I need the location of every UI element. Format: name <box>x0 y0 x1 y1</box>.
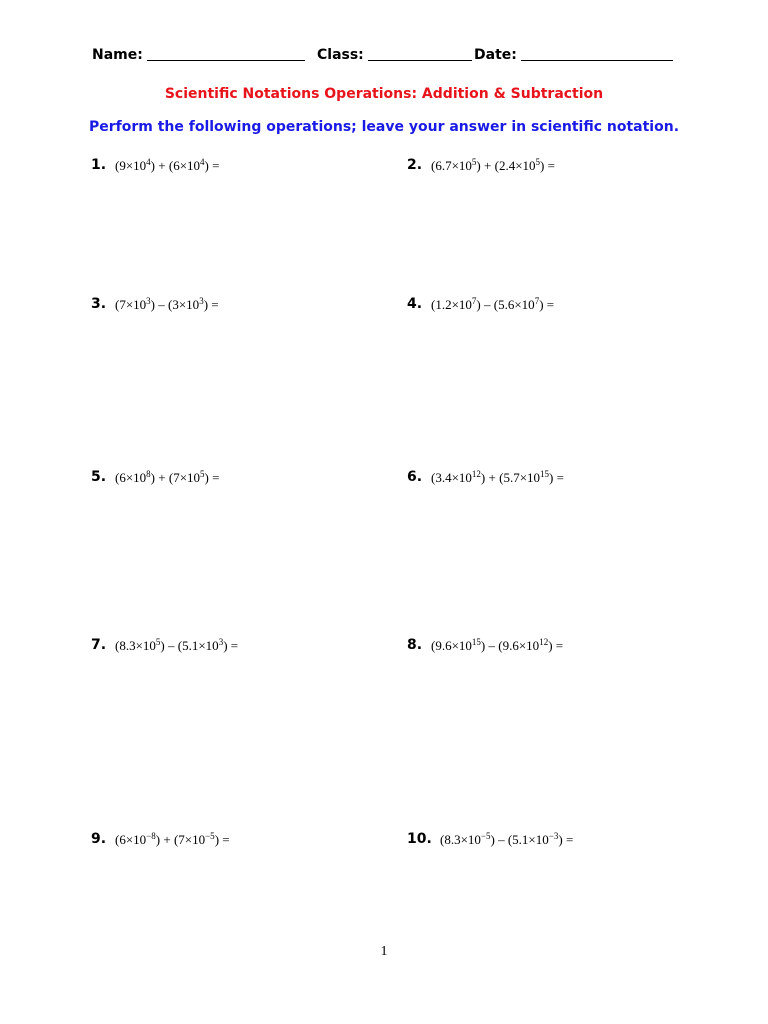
exponent: 3 <box>199 296 204 306</box>
equals-sign: = <box>208 470 220 485</box>
problem-expression <box>115 832 230 848</box>
operator: + <box>480 158 495 173</box>
problem-expression <box>431 297 554 313</box>
class-field[interactable] <box>317 46 472 63</box>
class-blank-line[interactable] <box>368 46 472 61</box>
problem-expression <box>440 832 573 848</box>
exponent: 5 <box>155 637 161 647</box>
exponent: −3 <box>548 831 559 841</box>
term: $(9.6\times 10^{15})$ <box>431 637 486 653</box>
equals-sign: = <box>553 470 564 485</box>
exponent: 5 <box>200 469 205 479</box>
exponent: 5 <box>535 157 541 167</box>
problem-expression <box>115 158 219 174</box>
name-label: Name: <box>92 47 143 63</box>
name-field[interactable] <box>92 46 305 63</box>
exponent: 5 <box>471 157 477 167</box>
instructions: Perform the following operations; leave your answer in scientific notation. <box>88 119 680 135</box>
class-label: Class: <box>317 47 364 63</box>
problem-number: 1. <box>91 157 107 173</box>
operator: – <box>480 297 494 312</box>
term: $(1.2\times 10^7)$ <box>431 296 481 312</box>
exponent: 7 <box>534 296 540 306</box>
term: $(8.3\times 10^{-5})$ <box>440 831 495 847</box>
term: $(5.1\times 10^3)$ <box>177 637 228 653</box>
exponent: 8 <box>146 469 151 479</box>
term: $(7\times 10^3)$ <box>115 296 156 312</box>
problem-number: 4. <box>407 296 423 312</box>
problem-expression <box>431 470 564 486</box>
equals-sign: = <box>219 832 230 847</box>
term: $(5.6\times 10^7)$ <box>493 296 544 312</box>
date-field[interactable] <box>474 46 673 63</box>
exponent: −5 <box>480 831 491 841</box>
operator: – <box>155 297 169 312</box>
problem-expression <box>431 158 555 174</box>
operator: + <box>155 470 169 485</box>
problem-number: 5. <box>91 469 107 485</box>
page-number: 1 <box>380 944 388 959</box>
problem-number: 3. <box>91 296 107 312</box>
term: $(6.7\times 10^5)$ <box>431 157 481 173</box>
operator: + <box>485 470 500 485</box>
problem-number: 8. <box>407 637 423 653</box>
equals-sign: = <box>552 638 564 653</box>
exponent: 15 <box>540 469 550 479</box>
problem-expression <box>115 297 219 313</box>
term: $(8.3\times 10^5)$ <box>115 637 165 653</box>
equals-sign: = <box>208 297 219 312</box>
problem-expression <box>431 638 563 654</box>
term: $(7\times 10^{-5})$ <box>173 831 220 847</box>
equals-sign: = <box>208 158 220 173</box>
problem-number: 2. <box>407 157 423 173</box>
operator: + <box>160 832 174 847</box>
exponent: −5 <box>205 831 215 841</box>
term: $(2.4\times 10^5)$ <box>494 157 545 173</box>
term: $(9.6\times 10^{12})$ <box>498 637 553 653</box>
equals-sign: = <box>544 158 555 173</box>
operator: – <box>485 638 499 653</box>
problem-number: 7. <box>91 637 107 653</box>
term: $(7\times 10^5)$ <box>168 469 209 485</box>
problem-number: 10. <box>407 831 432 847</box>
exponent: −8 <box>146 831 156 841</box>
operator: – <box>494 832 508 847</box>
term: $(6\times 10^8)$ <box>115 469 156 485</box>
term: $(6\times 10^{-8})$ <box>115 831 161 847</box>
operator: – <box>164 638 178 653</box>
name-blank-line[interactable] <box>147 46 305 61</box>
term: $(9\times 10^4)$ <box>115 157 156 173</box>
term: $(5.1\times 10^{-3})$ <box>507 831 563 847</box>
operator: + <box>155 158 169 173</box>
worksheet-title: Scientific Notations Operations: Addition & Subtraction <box>164 86 604 102</box>
date-blank-line[interactable] <box>521 46 673 61</box>
exponent: 15 <box>471 637 481 647</box>
exponent: 4 <box>146 157 151 167</box>
date-label: Date: <box>474 47 517 63</box>
term: $(3.4\times 10^{12})$ <box>431 469 486 485</box>
exponent: 3 <box>218 637 224 647</box>
problem-number: 9. <box>91 831 107 847</box>
exponent: 4 <box>200 157 205 167</box>
problem-expression <box>115 470 219 486</box>
exponent: 3 <box>146 296 151 306</box>
exponent: 7 <box>471 296 477 306</box>
term: $(6\times 10^4)$ <box>168 157 209 173</box>
term: $(3\times 10^3)$ <box>168 296 209 312</box>
equals-sign: = <box>227 638 239 653</box>
exponent: 12 <box>471 469 481 479</box>
equals-sign: = <box>562 832 574 847</box>
problem-expression <box>115 638 238 654</box>
problem-number: 6. <box>407 469 423 485</box>
equals-sign: = <box>543 297 555 312</box>
term: $(5.7\times 10^{15})$ <box>499 469 554 485</box>
exponent: 12 <box>539 637 549 647</box>
